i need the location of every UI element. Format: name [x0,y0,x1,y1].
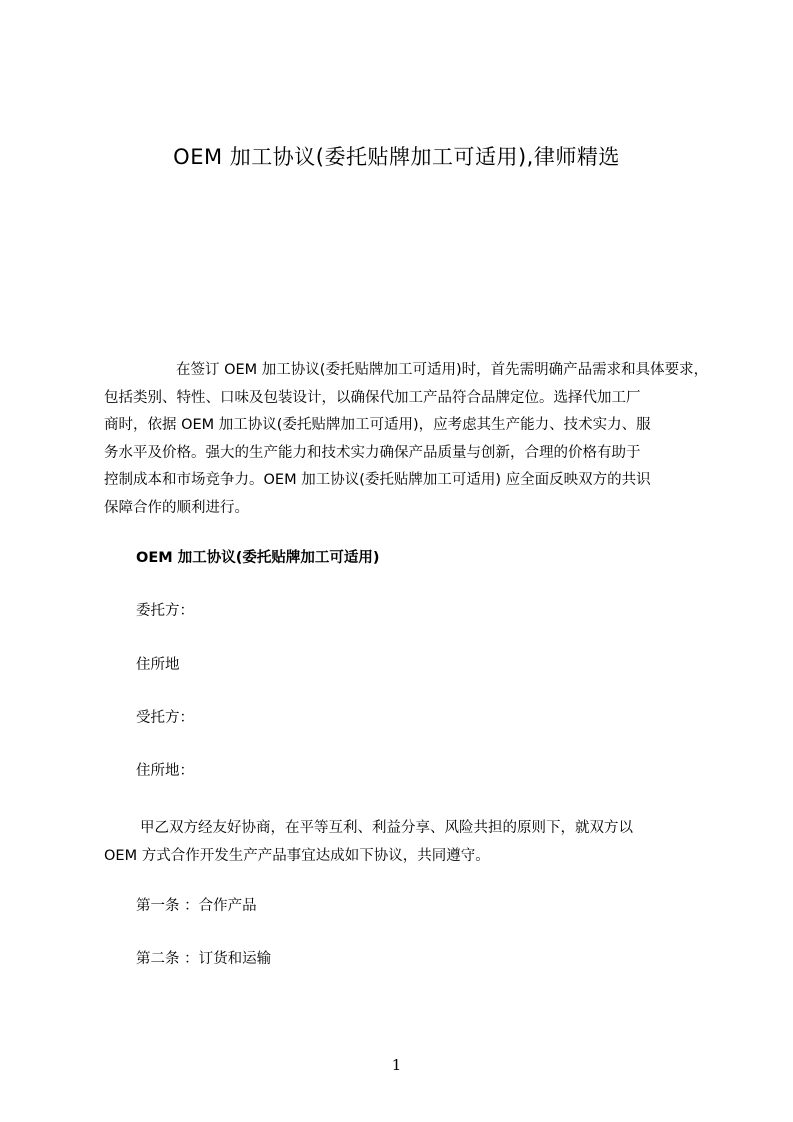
contractor-address-label: 住所地： [136,763,194,779]
agreement-heading: OEM 加工协议(委托贴牌加工可适用) [136,550,380,566]
intro-line: 包括类别、特性、口味及包装设计，以确保代加工产品符合品牌定位。选择代加工厂 [104,389,641,406]
intro-paragraph [104,357,710,522]
page-number: 1 [391,1056,402,1074]
intro-line: 保障合作的顺利进行。 [104,499,249,516]
preamble-paragraph [104,815,710,870]
intro-line: 务水平及价格。强大的生产能力和技术实力确保产品质量与创新，合理的价格有助于 [104,444,641,461]
client-address-label: 住所地 [136,657,180,673]
document-title: OEM 加工协议(委托贴牌加工可适用),律师精选 [173,145,620,169]
article-1-heading: 第一条 ：合作产品 [136,898,257,914]
contractor-label: 受托方： [136,710,194,726]
article-2-heading: 第二条 ：订货和运输 [136,951,272,967]
preamble-line: OEM 方式合作开发生产产品事宜达成如下协议，共同遵守。 [104,847,490,864]
client-label: 委托方： [136,603,194,619]
preamble-line: 甲乙双方经友好协商，在平等互利、利益分享、风险共担的原则下，就双方以 [140,820,633,836]
intro-line: 控制成本和市场竞争力。OEM 加工协议(委托贴牌加工可适用) 应全面反映双方的共识 [104,472,651,488]
intro-line: 商时，依据 OEM 加工协议(委托贴牌加工可适用)，应考虑其生产能力、技术实力、服 [104,417,651,433]
intro-line: 在签订 OEM 加工协议(委托贴牌加工可适用)时，首先需明确产品需求和具体要求， [176,362,709,378]
